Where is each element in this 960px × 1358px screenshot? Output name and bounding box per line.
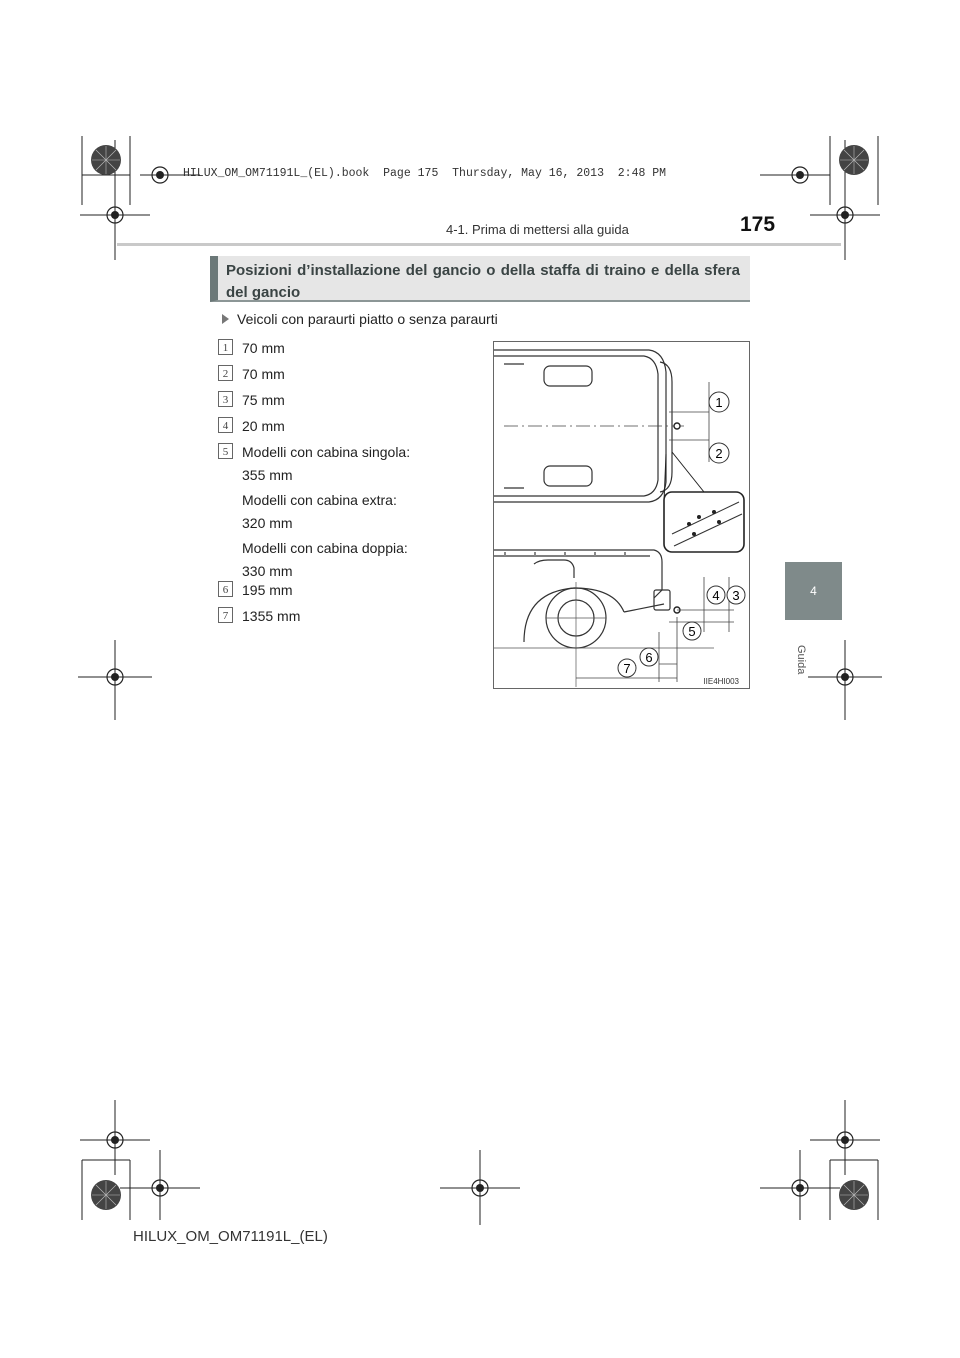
section-title: Posizioni d’installazione del gancio o della staffa di traino e della sfera del gancio	[226, 262, 740, 301]
figure-callout: 5	[688, 624, 696, 639]
item-value: 330 mm	[242, 563, 293, 579]
list-item	[218, 579, 410, 605]
item-value: 20 mm	[242, 418, 285, 434]
page-number: 175	[740, 213, 776, 236]
section-title-box	[210, 256, 750, 302]
item-value: 75 mm	[242, 392, 285, 408]
bullet-text: Veicoli con paraurti piatto o senza paraurti	[237, 311, 498, 327]
list-item	[218, 389, 410, 415]
item-value: Modelli con cabina extra:	[242, 492, 397, 508]
figure-code: IIE4HI003	[703, 677, 739, 686]
measurement-list	[218, 337, 410, 631]
item-number: 4	[218, 417, 233, 433]
figure-callout: 3	[732, 588, 740, 603]
footer-doc-id: HILUX_OM_OM71191L_(EL)	[133, 1228, 328, 1245]
figure-callout: 7	[623, 661, 631, 676]
figure-callout: 2	[715, 446, 723, 461]
item-value: 320 mm	[242, 515, 293, 531]
list-item	[218, 605, 410, 631]
list-item	[218, 363, 410, 389]
item-number: 6	[218, 581, 233, 597]
tow-hitch-figure	[493, 341, 750, 689]
item-number: 7	[218, 607, 233, 623]
item-value: 70 mm	[242, 340, 285, 356]
bullet-arrow-icon	[222, 314, 229, 324]
header-rule	[117, 243, 841, 246]
item-value: 195 mm	[242, 582, 293, 598]
print-info: HILUX_OM_OM71191L_(EL).book Page 175 Thursday, May 16, 2013 2:48 PM	[183, 167, 667, 180]
item-number: 3	[218, 391, 233, 407]
item-number: 1	[218, 339, 233, 355]
chapter-label: Guida	[795, 645, 807, 675]
figure-callout: 4	[712, 588, 720, 603]
item-value: Modelli con cabina singola:	[242, 444, 411, 460]
chapter-number: 4	[810, 584, 817, 598]
item-number: 2	[218, 365, 233, 381]
item-value: 1355 mm	[242, 608, 301, 624]
vehicle-diagram	[494, 342, 751, 690]
list-item	[218, 415, 410, 441]
section-label: 4-1. Prima di mettersi alla guida	[446, 222, 629, 237]
item-number: 5	[218, 443, 233, 459]
figure-callout: 1	[715, 395, 723, 410]
list-item	[218, 441, 410, 579]
figure-callout: 6	[645, 650, 653, 665]
list-item	[218, 337, 410, 363]
item-value: 70 mm	[242, 366, 285, 382]
bullet-line	[222, 311, 498, 327]
item-value: 355 mm	[242, 467, 293, 483]
item-value: Modelli con cabina doppia:	[242, 540, 408, 556]
chapter-tab	[785, 562, 842, 620]
